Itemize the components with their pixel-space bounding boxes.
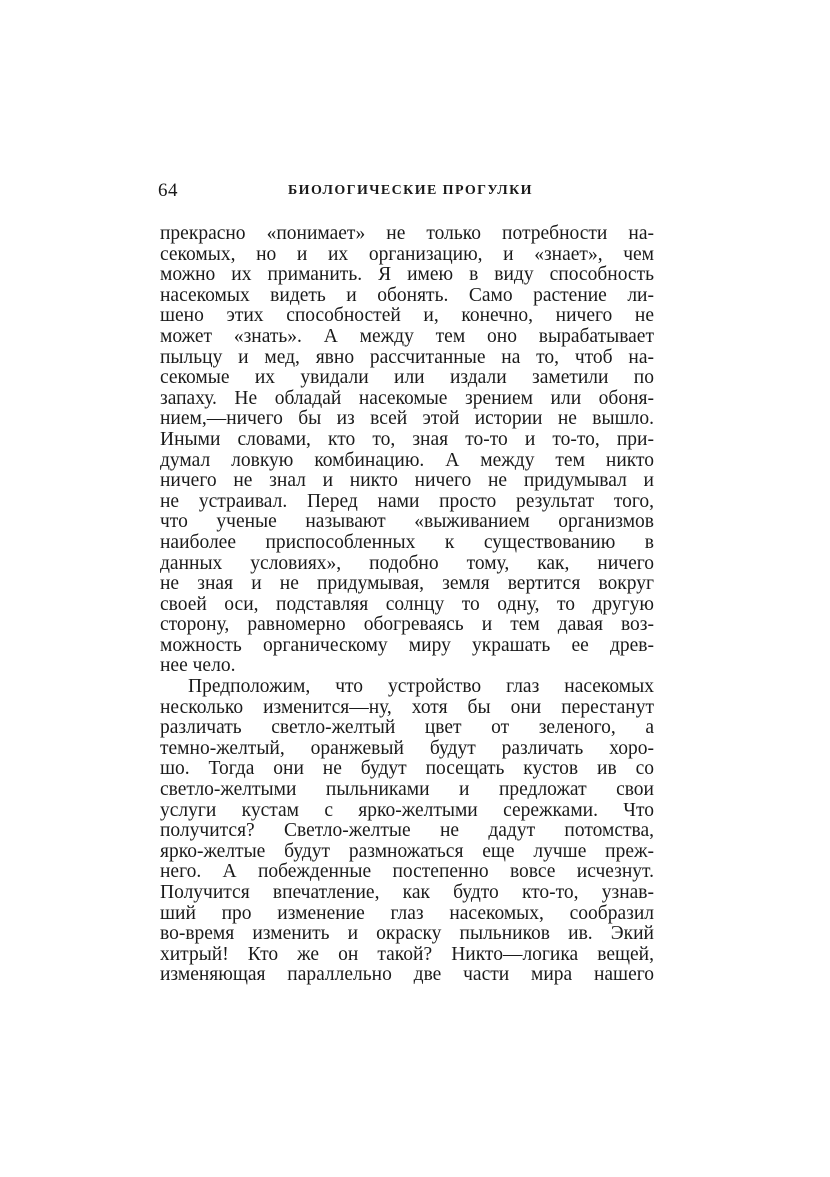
text-line: можность органическому миру украшать ее древ- (160, 634, 654, 656)
text-line: своей оси, подставляя солнцу то одну, то другую (160, 593, 654, 615)
text-line: хитрый! Кто же он такой? Никто—логика вещей, (160, 943, 654, 965)
text-line: насекомых видеть и обонять. Само растение ли- (160, 284, 654, 306)
paragraph-1 (160, 224, 654, 677)
text-line: услуги кустам с ярко-желтыми сережками. Что (160, 799, 654, 821)
text-line: может «знать». А между тем оно вырабатывает (160, 325, 654, 347)
text-line: получится? Светло-желтые не дадут потомства, (160, 820, 654, 842)
running-head (158, 180, 656, 202)
text-line: несколько изменится—ну, хотя бы они перестанут (160, 696, 654, 718)
text-line: ничего не знал и никто ничего не придумывал и (160, 470, 654, 492)
text-line: секомых, но и их организацию, и «знает», чем (160, 243, 654, 265)
body-text (160, 224, 654, 986)
paragraph-2 (160, 677, 654, 986)
text-line: темно-желтый, оранжевый будут различать хоро- (160, 737, 654, 759)
text-line: изменяющая параллельно две части мира нашего (160, 964, 654, 986)
text-line: прекрасно «понимает» не только потребности на- (160, 223, 654, 244)
text-line: различать светло-желтый цвет от зеленого, а (160, 717, 654, 739)
text-line: ярко-желтые будут размножаться еще лучше преж- (160, 840, 654, 862)
text-line: нее чело. (160, 655, 236, 677)
text-line: пыльцу и мед, явно рассчитанные на то, чтоб на- (160, 346, 654, 368)
text-line: запаху. Не обладай насекомые зрением или обоня- (160, 387, 654, 409)
text-line: шо. Тогда они не будут посещать кустов ив со (160, 758, 654, 780)
text-line: секомые их увидали или издали заметили по (160, 367, 654, 389)
page-number: 64 (158, 180, 178, 201)
text-line: во-время изменить и окраску пыльников ив. Экий (160, 923, 654, 945)
text-line: шено этих способностей и, конечно, ничего не (160, 305, 654, 327)
text-line: данных условиях», подобно тому, как, ничего (160, 552, 654, 574)
text-line: что ученые называют «выживанием организмов (160, 511, 654, 533)
text-line: сторону, равномерно обогреваясь и тем давая воз- (160, 614, 654, 636)
text-line: не зная и не придумывая, земля вертится вокруг (160, 573, 654, 595)
running-title: БИОЛОГИЧЕСКИЕ ПРОГУЛКИ (288, 183, 533, 198)
text-line: Получится впечатление, как будто кто-то, узнав- (160, 882, 654, 903)
text-line: светло-желтыми пыльниками и предложат свои (160, 779, 654, 801)
text-line: Иными словами, кто то, зная то-то и то-то, при- (160, 428, 654, 450)
text-line: ший про изменение глаз насекомых, сообразил (160, 902, 654, 924)
text-line: можно их приманить. Я имею в виду способность (160, 264, 654, 286)
text-line: него. А побежденные постепенно вовсе исчезнут. (160, 861, 654, 883)
text-line: думал ловкую комбинацию. А между тем никто (160, 449, 654, 471)
text-line: наиболее приспособленных к существованию в (160, 531, 654, 553)
text-line: Предположим, что устройство глаз насекомых (188, 676, 654, 698)
text-line: нием,—ничего бы из всей этой истории не вышло. (160, 408, 654, 430)
text-line: не устраивал. Перед нами просто результат того, (160, 490, 654, 512)
